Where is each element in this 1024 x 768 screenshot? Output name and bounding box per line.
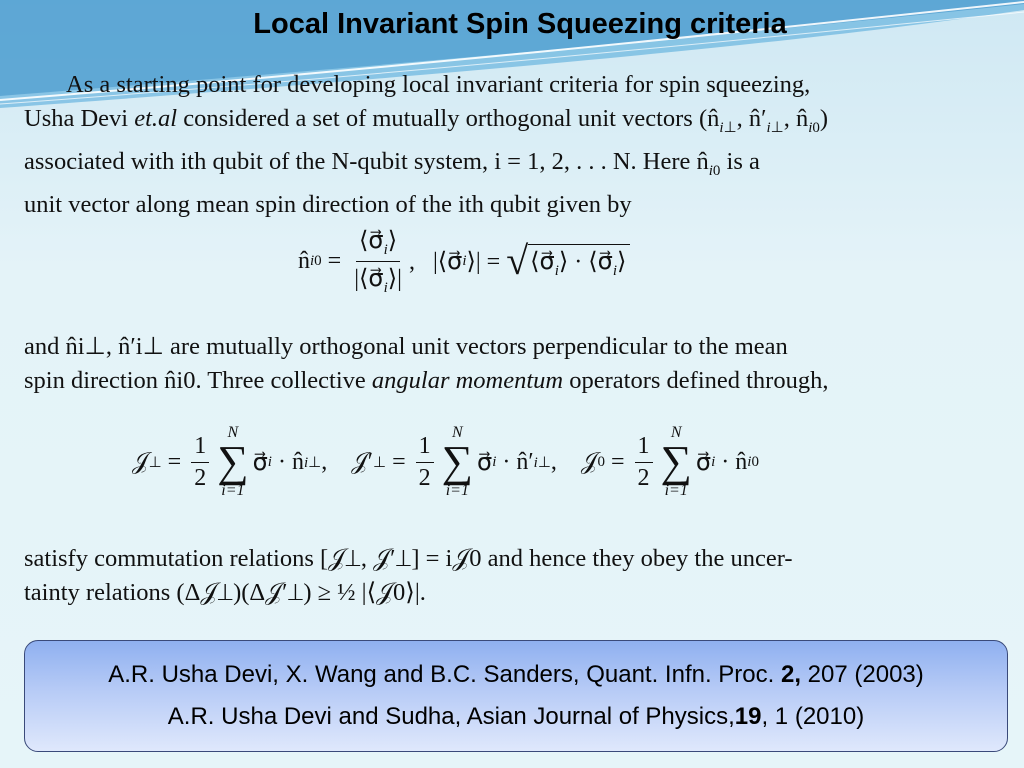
reference-2-volume: 19: [734, 703, 762, 730]
intro-line-2-b: considered a set of mutually orthogonal unit vectors (n̂: [177, 104, 720, 132]
reference-1: [25, 661, 1007, 689]
middle-line-2-a: spin direction n̂i0. Three collective: [24, 366, 372, 394]
intro-line-2-a: Usha Devi: [24, 104, 135, 132]
intro-line-4: unit vector along mean spin direction of the ith qubit given by: [24, 191, 632, 219]
intro-line-3-b: is a: [720, 147, 760, 175]
middle-line-2-em: angular momentum: [371, 366, 564, 394]
intro-paragraph: [24, 68, 1004, 222]
reference-1-pages: 207 (2003): [801, 661, 924, 688]
reference-1-volume: 2,: [780, 661, 801, 688]
middle-line-2: [24, 364, 1004, 398]
reference-2-pages: , 1 (2010): [761, 703, 865, 730]
collective-operators-equation: 𝒥 ⊥ = $\frac{1}{2}$ N ∑ i=1 σ⃗ i · n̂ i⊥ , 𝒥′ ⊥ = $\frac{1}{2}$ N ∑ i=1 σ⃗ i · n̂′ i⊥ , 𝒥 0 = $\frac{1}{2}$ N ∑ i=1 σ⃗ i · n̂ i0: [132, 424, 759, 499]
closing-line-1: satisfy commutation relations [𝒥⊥, 𝒥′⊥] = i𝒥0 and hence they obey the uncer-: [24, 545, 793, 572]
intro-line-2-em: et.al: [134, 104, 178, 132]
mean-spin-equation: n̂ i0 = $\frac{⟨\sigma⃗_i⟩}{|⟨\sigma⃗_i⟩|}$ , |⟨σ⃗ i ⟩| = √ $⟨\sigma⃗_i⟩$ · $⟨\sigma⃗_i⟩$: [298, 226, 630, 297]
closing-line-2: tainty relations (Δ𝒥⊥)(Δ𝒥′⊥) ≥ ½ |⟨𝒥0⟩|.: [24, 578, 426, 606]
mean-spin-fraction: $\frac{⟨\sigma⃗_i⟩}{|⟨\sigma⃗_i⟩|}$: [354, 228, 402, 296]
references-box: [24, 640, 1008, 752]
middle-line-2-b: operators defined through,: [563, 366, 829, 394]
intro-line-3-a: associated with ith qubit of the N-qubit system, i = 1, 2, . . . N. Here n̂: [24, 147, 709, 175]
intro-line-3: associated with ith qubit of the N-qubit system, i = 1, 2, . . . N. Here $n̂_{i0}$ is a: [24, 147, 760, 179]
intro-line-1: As a starting point for developing local invariant criteria for spin squeezing,: [66, 71, 811, 98]
middle-line-1: and n̂i⊥, n̂′i⊥ are mutually orthogonal unit vectors perpendicular to the mean: [24, 333, 788, 360]
middle-paragraph: [24, 330, 1004, 397]
reference-2: [25, 703, 1007, 731]
closing-paragraph: [24, 542, 1004, 609]
slide-title: Local Invariant Spin Squeezing criteria: [253, 8, 787, 40]
sqrt-expression: √ $⟨\sigma⃗_i⟩$ · $⟨\sigma⃗_i⟩$: [506, 243, 630, 279]
intro-line-2: Usha Devi et.al considered a set of mutually orthogonal unit vectors ($n̂_{i\perp}$, $n̂'_{i\perp}$, $n̂_{i0}$): [24, 104, 829, 136]
reference-2-text: A.R. Usha Devi and Sudha, Asian Journal of Physics,: [167, 703, 735, 730]
reference-1-text: A.R. Usha Devi, X. Wang and B.C. Sanders, Quant. Infn. Proc.: [108, 661, 781, 688]
